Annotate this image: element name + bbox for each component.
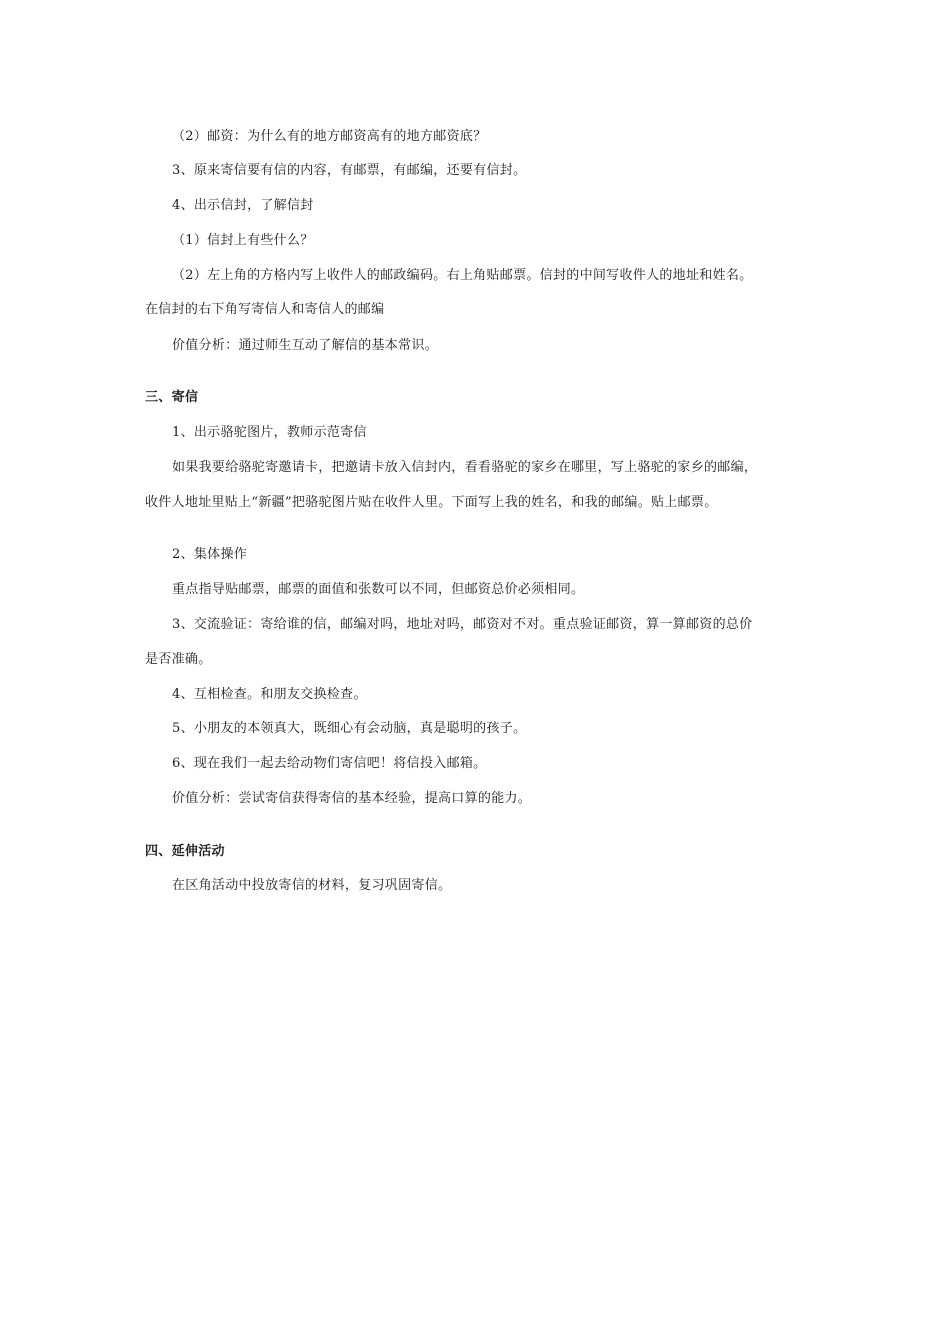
paragraph-praise: 5、小朋友的本领真大，既细心有会动脑，真是聪明的孩子。 — [172, 721, 527, 736]
section-heading-send-letter: 三、寄信 — [145, 390, 199, 405]
paragraph-show-envelope: 4、出示信封，了解信封 — [172, 198, 314, 213]
paragraph-envelope-layout: （2）左上角的方格内写上收件人的邮政编码。右上角贴邮票。信封的中间写收件人的地址和姓名。 — [172, 268, 753, 283]
section-heading-extension: 四、延伸活动 — [145, 844, 225, 859]
paragraph-letter-requirements: 3、原来寄信要有信的内容，有邮票，有邮编，还要有信封。 — [172, 163, 527, 178]
paragraph-mutual-check: 4、互相检查。和朋友交换检查。 — [172, 687, 367, 702]
paragraph-value-analysis-1: 价值分析：通过师生互动了解信的基本常识。 — [172, 338, 439, 353]
paragraph-corner-activity: 在区角活动中投放寄信的材料，复习巩固寄信。 — [172, 878, 452, 893]
paragraph-camel-invite: 如果我要给骆驼寄邀请卡，把邀请卡放入信封内，看看骆驼的家乡在哪里，写上骆驼的家乡的邮编， — [172, 460, 758, 475]
paragraph-postage-question: （2）邮资：为什么有的地方邮资高有的地方邮资底？ — [172, 129, 487, 144]
paragraph-mailbox: 6、现在我们一起去给动物们寄信吧！将信投入邮箱。 — [172, 756, 487, 771]
paragraph-verify: 3、交流验证：寄给谁的信，邮编对吗，地址对吗，邮资对不对。重点验证邮资，算一算邮资的总价 — [172, 617, 753, 632]
paragraph-value-analysis-2: 价值分析：尝试寄信获得寄信的基本经验，提高口算的能力。 — [172, 791, 532, 806]
paragraph-verify-cont: 是否准确。 — [145, 652, 212, 667]
paragraph-group-operation: 2、集体操作 — [172, 547, 248, 562]
paragraph-camel-invite-cont: 收件人地址里贴上“新疆”把骆驼图片贴在收件人里。下面写上我的姓名，和我的邮编。贴上邮票。 — [145, 495, 718, 510]
paragraph-envelope-layout-cont: 在信封的右下角写寄信人和寄信人的邮编 — [145, 302, 385, 317]
paragraph-camel-demo: 1、出示骆驼图片，教师示范寄信 — [172, 425, 367, 440]
paragraph-stamp-guidance: 重点指导贴邮票，邮票的面值和张数可以不同，但邮资总价必须相同。 — [172, 582, 585, 597]
paragraph-envelope-question: （1）信封上有些什么？ — [172, 233, 314, 248]
